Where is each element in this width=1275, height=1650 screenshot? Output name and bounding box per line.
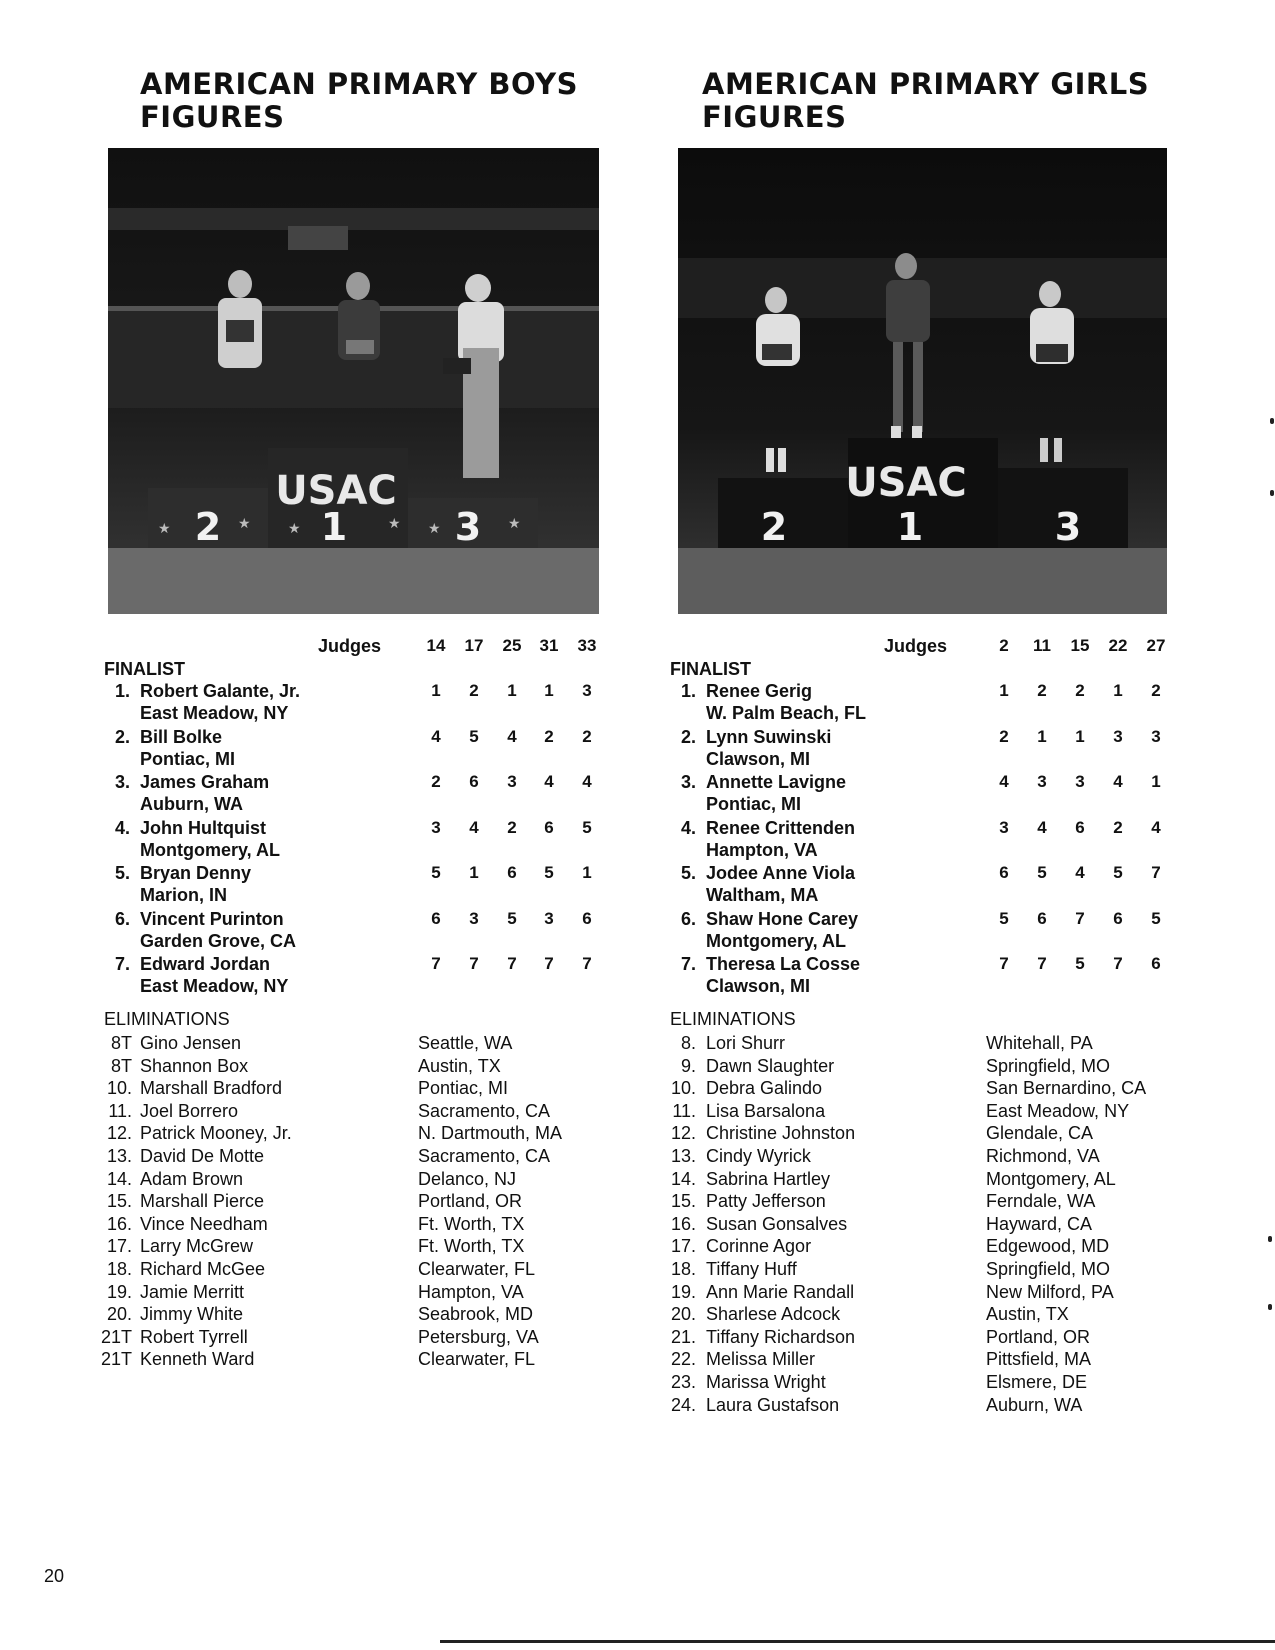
svg-text:★: ★ xyxy=(428,521,441,537)
girls-judge-number: 15 xyxy=(1070,636,1090,655)
girls-elimination-rank: 20. xyxy=(670,1304,696,1325)
girls-banner-text: USAC xyxy=(845,460,967,506)
boys-finalist-city: Auburn, WA xyxy=(140,794,243,814)
girls-elimination-city: Springfield, MO xyxy=(986,1259,1111,1279)
boys-finalist-city: Garden Grove, CA xyxy=(140,930,297,951)
girls-elimination-name: Marissa Wright xyxy=(706,1372,826,1392)
girls-elimination-city: Austin, TX xyxy=(986,1304,1069,1325)
boys-elimination-rank: 21T xyxy=(100,1349,132,1370)
margin-mark xyxy=(1268,1304,1272,1310)
girls-elimination-rank: 18. xyxy=(670,1259,696,1279)
bottom-rule xyxy=(440,1640,1275,1643)
boys-finalist-name: Edward Jordan xyxy=(140,954,271,974)
boys-finalist-score: 5 xyxy=(582,817,592,837)
boys-elimination-name: Larry McGrew xyxy=(140,1236,254,1257)
svg-text:★: ★ xyxy=(238,516,251,532)
girls-elimination-name: Ann Marie Randall xyxy=(706,1281,855,1302)
girls-elimination-rank: 10. xyxy=(670,1078,696,1099)
boys-finalist-name: Robert Galante, Jr. xyxy=(140,681,301,701)
boys-finalist-score: 6 xyxy=(582,908,592,928)
boys-elimination-rank: 21T xyxy=(100,1326,132,1347)
girls-finalist-score: 5 xyxy=(1037,863,1047,882)
boys-elimination-name: Jimmy White xyxy=(140,1304,243,1325)
girls-place-3: 3 xyxy=(1054,505,1082,549)
girls-finalist-name: Theresa La Cosse xyxy=(706,954,861,974)
girls-podium-photo xyxy=(678,148,1167,614)
boys-finalist-score: 1 xyxy=(582,863,592,882)
boys-judge-number: 14 xyxy=(426,636,446,655)
margin-mark xyxy=(1270,418,1274,424)
girls-finalist-score: 1 xyxy=(999,681,1009,700)
boys-elimination-city: Delanco, NJ xyxy=(418,1168,517,1189)
boys-finalist-score: 5 xyxy=(507,908,517,928)
boys-heading-line2: FIGURES xyxy=(140,100,285,134)
girls-elimination-name: Corinne Agor xyxy=(706,1236,812,1257)
boys-finalist-rank: 5. xyxy=(114,863,130,883)
girls-elimination-rank: 22. xyxy=(670,1349,696,1370)
margin-mark xyxy=(1270,490,1274,496)
girls-elimination-rank: 21. xyxy=(670,1326,696,1347)
girls-elimination-rank: 14. xyxy=(670,1168,696,1189)
girls-finalist-score: 1 xyxy=(1075,726,1085,746)
girls-elimination-rank: 15. xyxy=(670,1191,696,1212)
boys-elimination-rank: 8T xyxy=(110,1055,132,1076)
boys-judges-label: Judges xyxy=(318,636,382,656)
boys-elimination-name: Robert Tyrrell xyxy=(140,1326,248,1347)
page-number: 20 xyxy=(44,1566,65,1586)
boys-elimination-name: Richard McGee xyxy=(140,1259,266,1279)
boys-finalist-score: 5 xyxy=(544,863,554,882)
girls-elimination-city: Whitehall, PA xyxy=(986,1033,1093,1053)
boys-finalist-score: 5 xyxy=(469,726,479,746)
boys-heading xyxy=(140,68,578,134)
girls-elimination-city: Auburn, WA xyxy=(986,1394,1083,1415)
girls-finalist-score: 2 xyxy=(1037,681,1047,700)
boys-elimination-city: Sacramento, CA xyxy=(418,1146,551,1166)
girls-finalist-rank: 4. xyxy=(680,817,696,838)
girls-elimination-name: Susan Gonsalves xyxy=(706,1213,848,1234)
boys-elimination-rank: 12. xyxy=(106,1123,132,1144)
girls-heading-line2: FIGURES xyxy=(702,100,847,134)
girls-elimination-rank: 13. xyxy=(670,1146,696,1166)
girls-finalist-name: Shaw Hone Carey xyxy=(706,908,859,929)
girls-podium-illustration xyxy=(678,148,1167,614)
boys-elimination-name: Jamie Merritt xyxy=(140,1281,245,1302)
boys-finalist-city: East Meadow, NY xyxy=(140,703,289,723)
girls-finalist-score: 5 xyxy=(1151,908,1161,928)
boys-elimination-city: Hampton, VA xyxy=(418,1281,524,1302)
boys-finalist-score: 2 xyxy=(544,726,554,746)
girls-finalist-score: 4 xyxy=(1037,817,1047,837)
svg-text:★: ★ xyxy=(508,516,521,532)
boys-finalist-score: 1 xyxy=(507,681,517,700)
girls-elimination-city: Glendale, CA xyxy=(986,1123,1094,1144)
girls-finalist-score: 1 xyxy=(1151,772,1161,791)
girls-judge-number: 27 xyxy=(1146,636,1166,655)
boys-elimination-name: Adam Brown xyxy=(140,1168,244,1189)
svg-text:★: ★ xyxy=(288,521,301,537)
boys-finalist-score: 3 xyxy=(544,908,554,928)
boys-finalist-city: East Meadow, NY xyxy=(140,976,289,996)
girls-elimination-name: Patty Jefferson xyxy=(706,1191,826,1212)
boys-elimination-name: Shannon Box xyxy=(140,1055,249,1076)
boys-elimination-rank: 20. xyxy=(106,1304,132,1325)
girls-elimination-city: Springfield, MO xyxy=(986,1055,1111,1076)
boys-elimination-rank: 13. xyxy=(106,1146,132,1166)
girls-finalist-score: 7 xyxy=(999,954,1009,973)
girls-elimination-rank: 12. xyxy=(670,1123,696,1144)
boys-finalist-score: 6 xyxy=(469,772,479,791)
girls-elimination-name: Dawn Slaughter xyxy=(706,1055,835,1076)
girls-finalist-score: 3 xyxy=(1113,726,1123,746)
girls-elimination-city: San Bernardino, CA xyxy=(986,1078,1147,1099)
girls-finalist-score: 6 xyxy=(1075,817,1085,837)
boys-finalist-score: 6 xyxy=(544,817,554,837)
girls-finalist-name: Renee Gerig xyxy=(706,681,813,701)
boys-finalist-score: 7 xyxy=(507,954,517,973)
girls-elimination-name: Tiffany Huff xyxy=(706,1259,797,1279)
girls-finalist-score: 1 xyxy=(1113,681,1123,700)
boys-elimination-city: Ft. Worth, TX xyxy=(418,1213,525,1234)
boys-finalist-score: 7 xyxy=(469,954,479,973)
girls-elimination-city: Elsmere, DE xyxy=(986,1372,1088,1392)
girls-finalist-name: Jodee Anne Viola xyxy=(706,863,856,883)
girls-finalist-rank: 1. xyxy=(680,681,696,701)
girls-heading xyxy=(702,68,1149,134)
girls-elimination-name: Sharlese Adcock xyxy=(706,1304,841,1325)
girls-finalist-score: 7 xyxy=(1037,954,1047,973)
girls-elimination-name: Sabrina Hartley xyxy=(706,1168,831,1189)
girls-finalist-score: 4 xyxy=(999,772,1009,791)
boys-elimination-city: Petersburg, VA xyxy=(418,1326,539,1347)
girls-elimination-name: Laura Gustafson xyxy=(706,1394,840,1415)
girls-judge-number: 22 xyxy=(1108,636,1128,655)
boys-finalist-rank: 2. xyxy=(114,726,130,747)
svg-text:★: ★ xyxy=(388,516,401,532)
girls-elimination-city: Montgomery, AL xyxy=(986,1168,1116,1189)
girls-finalist-score: 2 xyxy=(999,726,1009,746)
girls-elimination-name: Lori Shurr xyxy=(706,1033,786,1053)
boys-elimination-rank: 19. xyxy=(106,1281,132,1302)
boys-finalist-score: 6 xyxy=(507,863,517,882)
boys-banner-text: USAC xyxy=(275,468,397,514)
boys-eliminations-label: ELIMINATIONS xyxy=(104,1009,230,1029)
girls-finalist-score: 3 xyxy=(1037,772,1047,791)
boys-finalist-score: 1 xyxy=(469,863,479,882)
boys-place-1: 1 xyxy=(320,505,348,549)
boys-finalist-score: 4 xyxy=(469,817,479,837)
boys-finalist-score: 7 xyxy=(431,954,441,973)
girls-finalist-score: 2 xyxy=(1151,681,1161,700)
girls-elimination-name: Lisa Barsalona xyxy=(706,1100,826,1121)
girls-finalist-score: 3 xyxy=(999,817,1009,837)
boys-finalist-score: 7 xyxy=(544,954,554,973)
boys-finalist-rank: 1. xyxy=(114,681,130,701)
girls-elimination-city: East Meadow, NY xyxy=(986,1100,1130,1121)
boys-elimination-city: Portland, OR xyxy=(418,1191,523,1212)
girls-elimination-city: Ferndale, WA xyxy=(986,1191,1096,1212)
girls-finalist-score: 2 xyxy=(1113,817,1123,837)
boys-finalist-score: 2 xyxy=(507,817,517,837)
girls-finalist-city: Waltham, MA xyxy=(706,885,819,905)
girls-elimination-rank: 16. xyxy=(670,1213,696,1234)
boys-finalist-score: 5 xyxy=(431,863,441,882)
girls-elimination-city: Portland, OR xyxy=(986,1326,1091,1347)
boys-finalist-score: 3 xyxy=(507,772,517,791)
boys-elimination-name: Patrick Mooney, Jr. xyxy=(140,1123,292,1144)
girls-elimination-name: Melissa Miller xyxy=(706,1349,816,1370)
boys-finalist-rank: 7. xyxy=(114,954,130,974)
boys-finalist-score: 7 xyxy=(582,954,592,973)
girls-finalist-score: 4 xyxy=(1151,817,1161,837)
girls-finalist-score: 2 xyxy=(1075,681,1085,700)
girls-elimination-name: Christine Johnston xyxy=(706,1123,856,1144)
girls-finalist-rank: 3. xyxy=(680,772,696,792)
boys-finalist-city: Pontiac, MI xyxy=(140,748,236,769)
boys-elimination-rank: 18. xyxy=(106,1259,132,1279)
boys-finalist-rank: 3. xyxy=(114,772,130,792)
girls-finalist-name: Annette Lavigne xyxy=(706,772,847,792)
girls-elimination-city: Hayward, CA xyxy=(986,1213,1093,1234)
girls-place-1: 1 xyxy=(896,505,924,549)
girls-finalist-city: Hampton, VA xyxy=(706,839,818,860)
girls-finalist-name: Lynn Suwinski xyxy=(706,726,832,747)
girls-finalist-score: 5 xyxy=(999,908,1009,928)
boys-elimination-name: Kenneth Ward xyxy=(140,1349,255,1370)
boys-elimination-city: Austin, TX xyxy=(418,1055,501,1076)
girls-finalist-score: 5 xyxy=(1113,863,1123,882)
boys-elimination-city: Clearwater, FL xyxy=(418,1259,536,1279)
girls-place-2: 2 xyxy=(760,505,788,549)
boys-podium-illustration xyxy=(108,148,599,614)
girls-finalist-city: Pontiac, MI xyxy=(706,794,802,814)
girls-judge-number: 2 xyxy=(999,636,1009,655)
boys-elimination-name: Vince Needham xyxy=(140,1213,268,1234)
girls-finalist-rank: 7. xyxy=(680,954,696,974)
girls-heading-line1: AMERICAN PRIMARY GIRLS xyxy=(702,67,1150,101)
girls-finalist-score: 7 xyxy=(1113,954,1123,973)
boys-finalist-score: 6 xyxy=(431,908,441,928)
boys-finalist-score: 2 xyxy=(431,772,441,791)
boys-elimination-name: Marshall Bradford xyxy=(140,1078,283,1099)
girls-finalist-city: W. Palm Beach, FL xyxy=(706,703,867,723)
girls-finalist-rank: 6. xyxy=(680,908,696,929)
boys-elimination-city: Seattle, WA xyxy=(418,1033,513,1053)
girls-elimination-name: Cindy Wyrick xyxy=(706,1146,811,1166)
boys-elimination-name: Joel Borrero xyxy=(140,1100,239,1121)
girls-finalist-rank: 5. xyxy=(680,863,696,883)
boys-judge-number: 25 xyxy=(502,636,522,655)
girls-elimination-rank: 11. xyxy=(672,1100,696,1121)
girls-finalist-score: 6 xyxy=(1151,954,1161,973)
girls-finalist-score: 6 xyxy=(1037,908,1047,928)
boys-elimination-rank: 10. xyxy=(106,1078,132,1099)
boys-finalist-score: 1 xyxy=(544,681,554,700)
girls-finalist-city: Clawson, MI xyxy=(706,976,811,996)
boys-finalist-score: 3 xyxy=(469,908,479,928)
girls-elimination-name: Tiffany Richardson xyxy=(706,1326,856,1347)
boys-elimination-rank: 8T xyxy=(110,1033,132,1053)
boys-finalist-name: Vincent Purinton xyxy=(140,908,284,929)
boys-finalist-score: 4 xyxy=(431,726,441,746)
boys-elimination-name: Marshall Pierce xyxy=(140,1191,265,1212)
boys-finalist-name: Bryan Denny xyxy=(140,863,252,883)
boys-finalist-score: 2 xyxy=(582,726,592,746)
boys-elimination-name: Gino Jensen xyxy=(140,1033,242,1053)
girls-elimination-city: Pittsfield, MA xyxy=(986,1349,1092,1370)
boys-finalist-score: 3 xyxy=(431,817,441,837)
girls-elimination-city: Edgewood, MD xyxy=(986,1236,1110,1257)
boys-judge-number: 33 xyxy=(577,636,597,655)
girls-finalist-score: 7 xyxy=(1075,908,1085,928)
boys-judge-number: 17 xyxy=(464,636,484,655)
girls-elimination-name: Debra Galindo xyxy=(706,1078,823,1099)
girls-elimination-city: New Milford, PA xyxy=(986,1281,1114,1302)
girls-finalist-city: Clawson, MI xyxy=(706,748,811,769)
boys-podium-photo xyxy=(108,148,599,614)
boys-elimination-city: Seabrook, MD xyxy=(418,1304,534,1325)
girls-finalist-name: Renee Crittenden xyxy=(706,817,856,838)
girls-finalist-score: 6 xyxy=(1113,908,1123,928)
boys-elimination-rank: 11. xyxy=(108,1100,132,1121)
boys-elimination-name: David De Motte xyxy=(140,1146,265,1166)
girls-elimination-rank: 17. xyxy=(670,1236,696,1257)
boys-finalist-rank: 6. xyxy=(114,908,130,929)
boys-elimination-city: N. Dartmouth, MA xyxy=(418,1123,563,1144)
boys-finalist-name: John Hultquist xyxy=(140,817,266,838)
boys-elimination-city: Ft. Worth, TX xyxy=(418,1236,525,1257)
girls-judges-label: Judges xyxy=(884,636,948,656)
girls-finalist-rank: 2. xyxy=(680,726,696,747)
boys-finalist-city: Montgomery, AL xyxy=(140,839,280,860)
boys-elimination-city: Pontiac, MI xyxy=(418,1078,509,1099)
girls-elimination-rank: 24. xyxy=(670,1394,696,1415)
girls-finalist-score: 7 xyxy=(1151,863,1161,882)
boys-elimination-city: Clearwater, FL xyxy=(418,1349,536,1370)
girls-elimination-rank: 23. xyxy=(670,1372,696,1392)
girls-judge-number: 11 xyxy=(1033,636,1051,655)
girls-finalist-city: Montgomery, AL xyxy=(706,930,846,951)
girls-finalist-score: 6 xyxy=(999,863,1009,882)
girls-finalist-score: 4 xyxy=(1113,772,1123,791)
svg-text:★: ★ xyxy=(158,521,171,537)
girls-finalist-score: 1 xyxy=(1037,726,1047,746)
boys-elimination-city: Sacramento, CA xyxy=(418,1100,551,1121)
boys-finalist-score: 3 xyxy=(582,681,592,700)
girls-elimination-city: Richmond, VA xyxy=(986,1146,1100,1166)
girls-finalist-score: 4 xyxy=(1075,863,1085,882)
girls-finalist-score: 3 xyxy=(1151,726,1161,746)
boys-finalist-name: Bill Bolke xyxy=(140,726,223,747)
boys-finalist-score: 2 xyxy=(469,681,479,700)
boys-elimination-rank: 16. xyxy=(106,1213,132,1234)
girls-elimination-rank: 19. xyxy=(670,1281,696,1302)
boys-finalist-name: James Graham xyxy=(140,772,270,792)
margin-mark xyxy=(1268,1236,1272,1242)
boys-elimination-rank: 17. xyxy=(106,1236,132,1257)
boys-finalist-score: 4 xyxy=(582,772,592,791)
girls-eliminations-label: ELIMINATIONS xyxy=(670,1009,796,1029)
girls-elimination-rank: 9. xyxy=(680,1055,696,1076)
boys-judge-number: 31 xyxy=(539,636,559,655)
boys-place-3: 3 xyxy=(454,505,482,549)
girls-finalist-score: 5 xyxy=(1075,954,1085,973)
boys-heading-line1: AMERICAN PRIMARY BOYS xyxy=(140,67,578,101)
boys-finalist-rank: 4. xyxy=(114,817,130,838)
boys-elimination-rank: 15. xyxy=(106,1191,132,1212)
boys-finalist-city: Marion, IN xyxy=(140,885,228,905)
boys-elimination-rank: 14. xyxy=(106,1168,132,1189)
girls-finalist-label: FINALIST xyxy=(670,659,751,679)
boys-finalist-score: 4 xyxy=(507,726,517,746)
girls-elimination-rank: 8. xyxy=(680,1033,696,1053)
girls-finalist-score: 3 xyxy=(1075,772,1085,791)
boys-place-2: 2 xyxy=(194,505,222,549)
boys-finalist-label: FINALIST xyxy=(104,659,185,679)
boys-finalist-score: 1 xyxy=(431,681,441,700)
boys-finalist-score: 4 xyxy=(544,772,554,791)
